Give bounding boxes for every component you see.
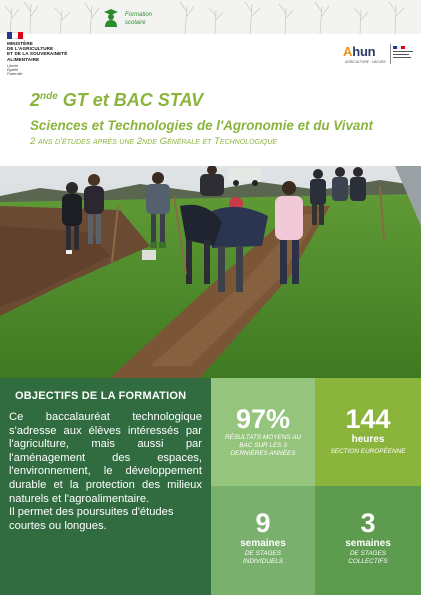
school-logo: Ahun bbox=[343, 44, 376, 59]
school-logo-tagline: AGRICULTURE · NATURE bbox=[345, 60, 386, 64]
objectives-paragraph: Il permet des poursuites d'études courtes ou longues. bbox=[9, 506, 174, 532]
stat-caption: SECTION EUROPÉENNE bbox=[330, 448, 406, 455]
stat-unit: semaines bbox=[240, 538, 286, 549]
objectives-text bbox=[9, 411, 202, 533]
stat-value: 144 bbox=[345, 404, 391, 434]
formation-label: Formation scolaire bbox=[125, 12, 153, 26]
students-field-photo bbox=[0, 166, 421, 378]
page-subtitle: Sciences et Technologies de l'Agronomie et du Vivant bbox=[30, 118, 373, 133]
page-title: 2nde GT et BAC STAV bbox=[30, 90, 204, 110]
stat-european-hours bbox=[315, 378, 421, 486]
title-block bbox=[0, 88, 421, 166]
ministry-name: MINISTÈRE DE L'AGRICULTURE ET DE LA SOUVERAINETÉ ALIMENTAIRE bbox=[7, 41, 68, 62]
stat-caption: DE STAGES INDIVIDUELS bbox=[242, 550, 284, 565]
stat-collective-internships bbox=[315, 486, 421, 595]
republic-motto: Liberté Égalité Fraternité bbox=[7, 63, 23, 77]
objectives-title: OBJECTIFS DE LA FORMATION bbox=[15, 390, 187, 402]
stat-success-rate bbox=[211, 378, 315, 486]
stat-value: 9 bbox=[255, 508, 271, 538]
stat-caption: RÉSULTATS MOYENS AU BAC SUR LES 3 DERNIÈRES ANNÉES bbox=[224, 434, 302, 457]
logo-divider bbox=[390, 44, 391, 64]
field-photo-drawing bbox=[0, 166, 421, 378]
stat-individual-internships bbox=[211, 486, 315, 595]
page-header bbox=[0, 0, 421, 88]
ministry-logo bbox=[7, 32, 81, 76]
stat-value: 3 bbox=[360, 508, 376, 538]
student-graduate-icon bbox=[104, 9, 118, 27]
stat-caption: DE STAGES COLLECTIFS bbox=[348, 550, 388, 565]
french-flag-icon bbox=[7, 32, 23, 39]
trees-banner-image bbox=[0, 0, 421, 34]
stat-value: 97% bbox=[235, 404, 291, 434]
objectives-paragraph: Ce baccalauréat technologique s'adresse aux élèves intéressés par l'agriculture, mais aussi par l'aménagement des espaces, l'environnement, le développement durable et la protection des milieux naturels et l'agroalimentaire. bbox=[9, 411, 202, 505]
stat-unit: heures bbox=[351, 434, 385, 445]
study-duration-text: 2 ans d'études après une 2nde Générale et Technologique bbox=[30, 136, 278, 147]
objectives-section bbox=[0, 378, 211, 595]
stat-unit: semaines bbox=[345, 538, 391, 549]
ministry-mini-logo bbox=[393, 46, 415, 60]
